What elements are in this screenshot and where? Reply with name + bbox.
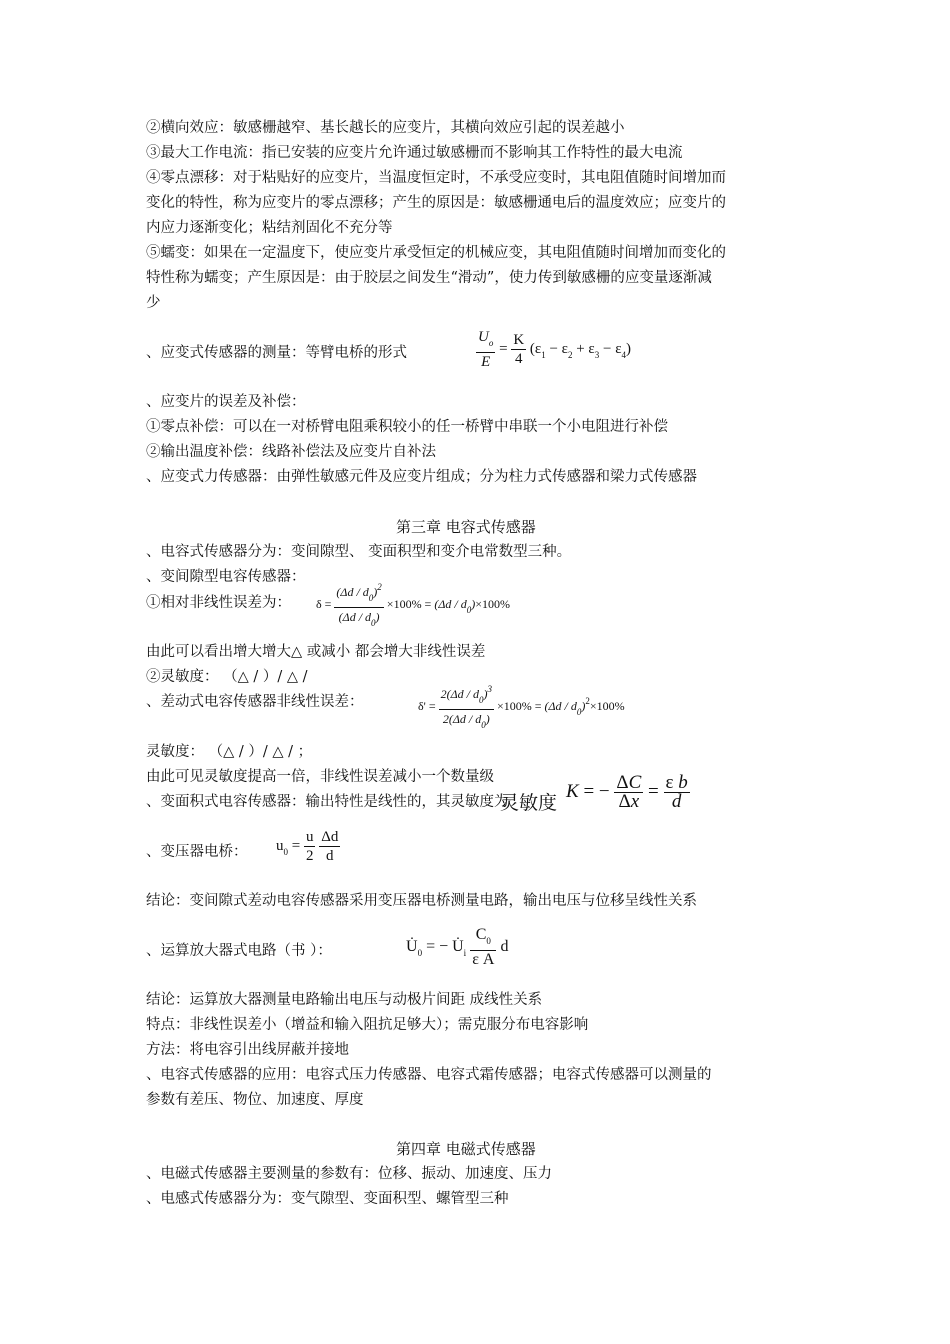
text-line: 、变压器电桥： (146, 844, 248, 860)
text-line: 、电磁式传感器主要测量的参数有：位移、振动、加速度、压力 (146, 1166, 552, 1182)
text-line: 、电容式传感器的应用：电容式压力传感器、电容式霜传感器；电容式传感器可以测量的 (146, 1067, 712, 1083)
text-line: 、差动式电容传感器非线性误差： (146, 694, 364, 710)
transformer-bridge-equation: $u_0$ = $\frac{u}{2}$ $\frac{\Delta d}{d}$ (276, 829, 339, 864)
text-line: ②输出温度补偿：线路补偿法及应变片自补法 (146, 444, 436, 460)
chapter-heading: 第三章 电容式传感器 (396, 518, 536, 536)
text-line: 、电容式传感器分为：变间隙型、 变面积型和变介电常数型三种。 (146, 544, 572, 560)
text-line: 变化的特性，称为应变片的零点漂移；产生的原因是：敏感栅通电后的温度效应；应变片的 (146, 195, 726, 211)
text-line: ①零点补偿：可以在一对桥臂电阻乘积较小的任一桥臂中串联一个小电阻进行补偿 (146, 419, 668, 435)
text-line: 、电感式传感器分为：变气隙型、变面积型、螺管型三种 (146, 1191, 509, 1207)
text-line: 、应变片的误差及补偿： (146, 394, 306, 410)
text-line: ④零点漂移：对于粘贴好的应变片，当温度恒定时，不承受应变时，其电阻值随时间增加而 (146, 170, 726, 186)
bridge-equation: $\frac{U_o}{E}$ = $\frac{K}{4}$ $(\varepsilon_1 - \varepsilon_2 + \varepsilon_3 - \varepsilon_4)$ (478, 329, 631, 370)
text-line: ②灵敏度： （△ / ）/ △ / (146, 669, 308, 685)
text-line: 、应变式力传感器：由弹性敏感元件及应变片组成；分为柱力式传感器和梁力式传感器 (146, 469, 697, 485)
text-line: 、应变式传感器的测量：等臂电桥的形式 (146, 345, 407, 361)
text-line: 由此可以看出增大增大△ 或减小 都会增大非线性误差 (146, 644, 486, 660)
text-line: 内应力逐渐变化；粘结剂固化不充分等 (146, 220, 393, 236)
text-line: 特点：非线性误差小（增益和输入阻抗足够大）；需克服分布电容影响 (146, 1017, 589, 1033)
text-line: ⑤蠕变：如果在一定温度下，使应变片承受恒定的机械应变，其电阻值随时间增加而变化的 (146, 245, 726, 261)
nonlinearity-equation: δ = $\frac{(\Delta d / d_0)^2}{(\Delta d / d_0)}$ $\times 100\% = (\Delta d / d_0)\times 100\%$ (316, 578, 510, 632)
text-line: 方法：将电容引出线屏蔽并接地 (146, 1042, 349, 1058)
text-line: 结论：运算放大器测量电路输出电压与动极片间距 成线性关系 (146, 992, 543, 1008)
differential-nonlinearity-equation: δ' = $\frac{2(\Delta d / d_0)^3}{2(\Delta d / d_0)}$ $\times 100\% = (\Delta d / d_0)^2\times 100\%$ (418, 680, 625, 734)
text-line: 少 (146, 295, 161, 311)
text-line: ①相对非线性误差为： (146, 595, 291, 611)
sensitivity-overlay-label: 灵敏度 (500, 792, 558, 814)
opamp-equation: $U̇_0$ = − $U̇_i$ $\frac{C_0}{\text{ε A}}$ d (406, 926, 509, 968)
text-line: 由此可见灵敏度提高一倍，非线性误差减小一个数量级 (146, 769, 494, 785)
text-line: ②横向效应：敏感栅越窄、基长越长的应变片，其横向效应引起的误差越小 (146, 120, 625, 136)
text-line: 、运算放大器式电路（书 ）： (146, 943, 332, 959)
chapter-heading: 第四章 电磁式传感器 (396, 1140, 536, 1158)
area-sensitivity-equation: K = − $\frac{\Delta C}{\Delta x}$ = $\frac{\text{ε b}}{d}$ (566, 772, 688, 812)
text-line: ③最大工作电流：指已安装的应变片允许通过敏感栅而不影响其工作特性的最大电流 (146, 145, 683, 161)
text-line: 特性称为蠕变；产生原因是：由于胶层之间发生“滑动”，使力传到敏感栅的应变量逐渐减 (146, 270, 712, 286)
text-line: 结论：变间隙式差动电容传感器采用变压器电桥测量电路，输出电压与位移呈线性关系 (146, 893, 697, 909)
text-line: 、变间隙型电容传感器： (146, 569, 306, 585)
text-line: 灵敏度： （△ / ）/ △ / ； (146, 744, 313, 760)
text-line: 参数有差压、物位、加速度、厚度 (146, 1092, 364, 1108)
text-line: 、变面积式电容传感器：输出特性是线性的，其灵敏度为 (146, 794, 509, 810)
